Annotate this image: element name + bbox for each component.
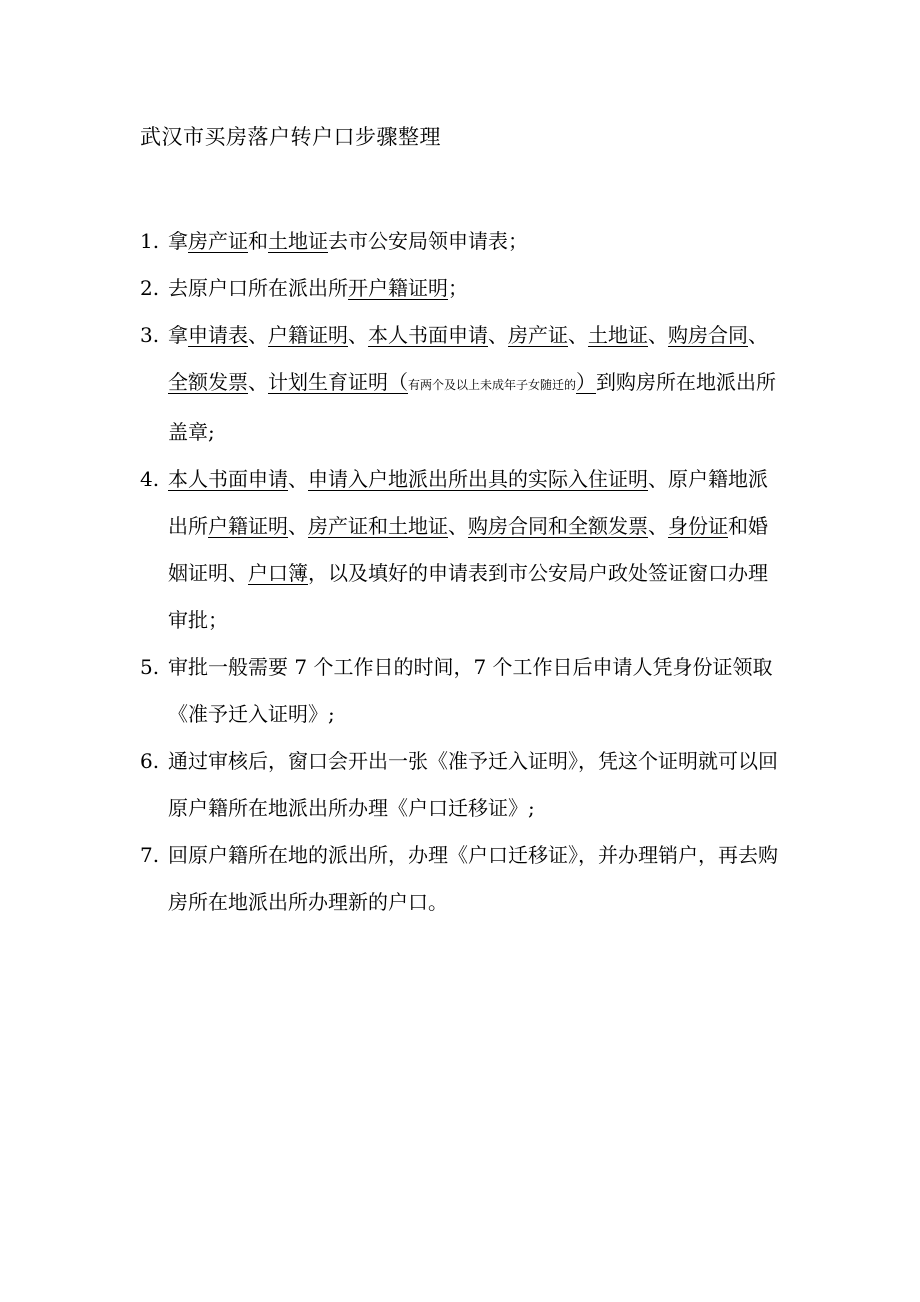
step-item (140, 265, 780, 312)
underlined-term: 本人书面申请 (368, 323, 488, 347)
step-text-segment: 、 (648, 514, 668, 538)
underlined-term: 土地证 (588, 323, 648, 347)
step-text-segment: 通过审核后，窗口会开出一张《准予迁入证明》，凭这个证明就可以回原户籍所在地派出所办理《户口迁移证》; (168, 749, 778, 820)
underlined-term: 房产证 (508, 323, 568, 347)
underlined-term: 申请入户地派出所出具的实际入住证明 (308, 467, 648, 491)
underlined-term: 房产证和土地证 (308, 514, 448, 538)
step-text-segment: 、 (248, 370, 268, 394)
underlined-term: 购房合同 (668, 323, 748, 347)
step-text-segment: 审批一般需要 7 个工作日的时间，7 个工作日后申请人凭身份证领取《准予迁入证明》; (168, 655, 773, 726)
underlined-term: 本人书面申请 (168, 467, 288, 491)
step-text-segment: 拿 (168, 229, 188, 253)
step-text (168, 832, 780, 926)
step-text (168, 312, 780, 456)
step-text-segment: 有两个及以上未成年子女随迁的 (408, 378, 577, 392)
step-text-segment: ，以及填好的申请表到市公安局户政处签证窗口办理审批； (168, 561, 768, 632)
step-number: 7. (140, 843, 160, 867)
underlined-term: 户口簿 (248, 561, 308, 585)
step-text (168, 218, 780, 265)
step-item (140, 738, 780, 832)
underlined-term: 购房合同和全额发票 (468, 514, 648, 538)
step-text-segment: 和 (248, 229, 268, 253)
step-text (168, 265, 780, 312)
step-item (140, 312, 780, 456)
step-text-segment: ； (448, 276, 468, 300)
step-text-segment: 、 (568, 323, 588, 347)
step-text-segment: 、 (348, 323, 368, 347)
underlined-term: 开户籍证明 (348, 276, 448, 300)
step-item (140, 218, 780, 265)
step-text-segment: 回原户籍所在地的派出所，办理《户口迁移证》，并办理销户，再去购房所在地派出所办理新的户口。 (168, 843, 778, 914)
steps-list (140, 218, 780, 926)
underlined-term: 全额发票 (168, 370, 248, 394)
step-number: 3. (140, 323, 160, 347)
step-item (140, 832, 780, 926)
step-text-segment: 、 (248, 323, 268, 347)
step-item (140, 456, 780, 644)
step-text (168, 456, 780, 644)
underlined-term: 土地证 (268, 229, 328, 253)
step-text-segment: 、 (488, 323, 508, 347)
document-title: 武汉市买房落户转户口步骤整理 (140, 125, 441, 149)
step-text-segment: 、 (288, 467, 308, 491)
step-number: 2. (140, 276, 160, 300)
underlined-term: 房产证 (188, 229, 248, 253)
step-number: 1. (140, 229, 160, 253)
underlined-term: 身份证 (668, 514, 728, 538)
underlined-term: 计划生育证明（ (268, 370, 408, 394)
step-text-segment: 、 (448, 514, 468, 538)
step-text-segment: 拿 (168, 323, 188, 347)
step-text-segment: 、原户籍地派出所 (168, 467, 768, 538)
step-number: 5. (140, 655, 160, 679)
step-text-segment: 、 (648, 323, 668, 347)
step-text-segment: 去市公安局领申请表； (328, 229, 528, 253)
step-text-segment: 和婚姻证明、 (168, 514, 768, 585)
underlined-term: 户籍证明 (268, 323, 348, 347)
step-text-segment: 、 (288, 514, 308, 538)
step-text-segment: 、 (748, 323, 768, 347)
step-text-segment: 到购房所在地派出所盖章; (168, 370, 777, 444)
underlined-term: 户籍证明 (208, 514, 288, 538)
step-text (168, 738, 780, 832)
underlined-term: 申请表 (188, 323, 248, 347)
step-text (168, 644, 780, 738)
step-number: 4. (140, 467, 160, 491)
step-item (140, 644, 780, 738)
underlined-term: ） (576, 370, 597, 394)
step-number: 6. (140, 749, 160, 773)
step-text-segment: 去原户口所在派出所 (168, 276, 348, 300)
